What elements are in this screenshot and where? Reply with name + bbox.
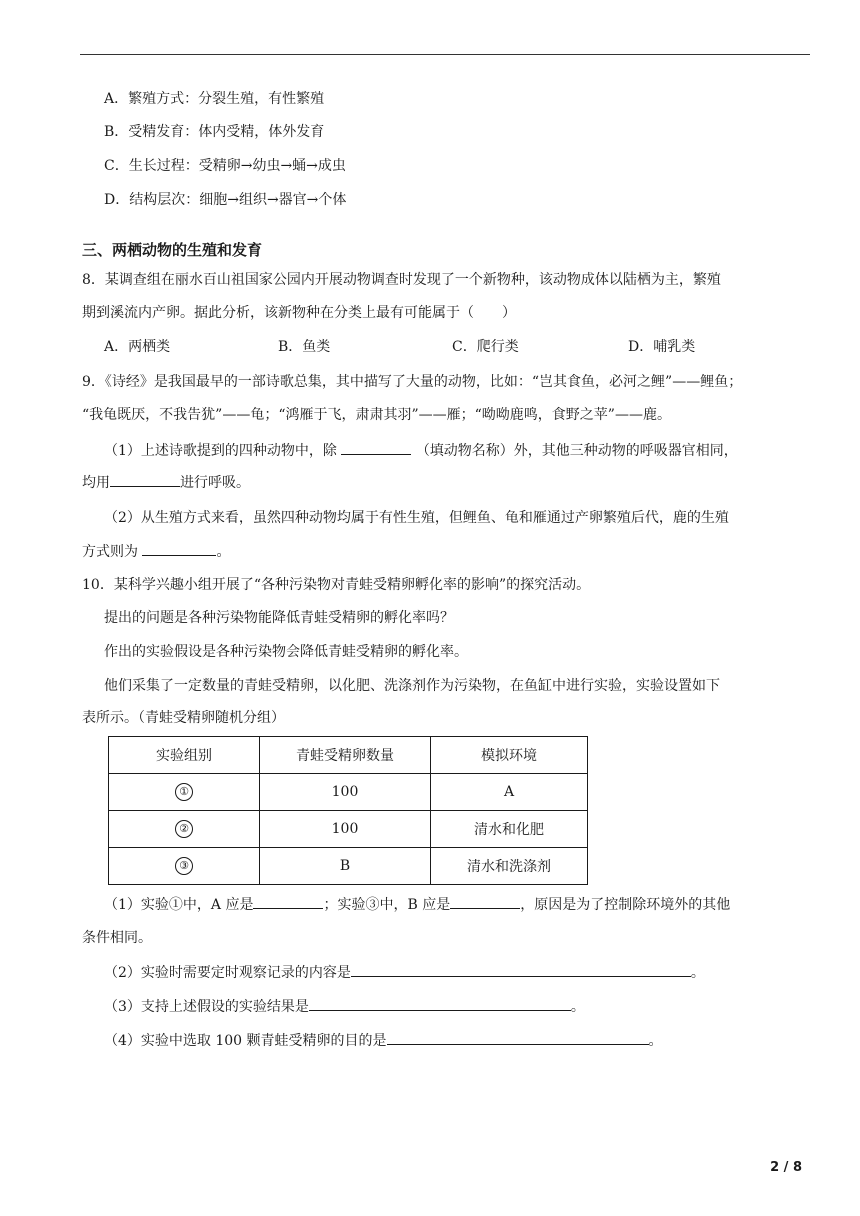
q8-option-b: B．鱼类 (278, 339, 331, 355)
q8-option-a: A．两栖类 (104, 339, 171, 355)
q10-sub-1-cont: 条件相同。 (82, 930, 152, 946)
table-row (109, 848, 588, 885)
table-header: 实验组别 (109, 737, 260, 774)
table-cell: ③ (109, 848, 260, 885)
answer-blank[interactable] (341, 440, 411, 455)
q7-option-a: A．繁殖方式：分裂生殖，有性繁殖 (104, 91, 325, 107)
q10-sub-2: （2）实验时需要定时观察记录的内容是 。 (104, 962, 705, 983)
table-cell: 清水和化肥 (431, 811, 588, 848)
answer-blank[interactable] (450, 894, 520, 909)
q10-sub-1: （1）实验①中，A 应是 ；实验③中，B 应是 ，原因是为了控制除环境外的其他 (104, 894, 730, 915)
q8-line-1: 8．某调查组在丽水百山祖国家公园内开展动物调查时发现了一个新物种，该动物成体以陆栖为主，繁殖 (82, 272, 721, 288)
q9-part-1: （1）上述诗歌提到的四种动物中，除 （填动物名称）外，其他三种动物的呼吸器官相同， (104, 440, 738, 461)
q10-sub-3: （3）支持上述假设的实验结果是 。 (104, 996, 585, 1017)
q9-part-2: （2）从生殖方式来看，虽然四种动物均属于有性生殖，但鲤鱼、龟和雁通过产卵繁殖后代，鹿的生殖 (104, 510, 729, 526)
table-cell: 100 (260, 811, 431, 848)
q9-line-2: “我龟既厌，不我告犹”——龟；“鸿雁于飞，肃肃其羽”——雁；“呦呦鹿鸣，食野之苹”——鹿。 (82, 407, 671, 423)
answer-blank[interactable] (351, 962, 691, 977)
answer-blank[interactable] (110, 472, 180, 487)
q9-line-1: 9．《诗经》是我国最早的一部诗歌总集，其中描写了大量的动物，比如：“岂其食鱼，必河之鲤”——鲤鱼； (82, 374, 743, 390)
q7-option-c: C．生长过程：受精卵→幼虫→蛹→成虫 (104, 158, 346, 174)
q10-sub-4: （4）实验中选取 100 颗青蛙受精卵的目的是 。 (104, 1030, 663, 1051)
table-cell: B (260, 848, 431, 885)
q10-line-4: 他们采集了一定数量的青蛙受精卵，以化肥、洗涤剂作为污染物，在鱼缸中进行实验，实验设置如下 (104, 678, 720, 694)
table-header-row (109, 737, 588, 774)
section-title: 三、两栖动物的生殖和发育 (82, 241, 263, 259)
q10-line-1: 10．某科学兴趣小组开展了“各种污染物对青蛙受精卵孵化率的影响”的探究活动。 (82, 577, 591, 593)
q8-option-d: D．哺乳类 (628, 339, 696, 355)
q10-line-2: 提出的问题是各种污染物能降低青蛙受精卵的孵化率吗？ (104, 610, 454, 626)
q9-part-2-cont: 方式则为 。 (82, 541, 230, 562)
answer-blank[interactable] (253, 894, 323, 909)
table-header: 模拟环境 (431, 737, 588, 774)
table-cell: 清水和洗涤剂 (431, 848, 588, 885)
table-cell: A (431, 774, 588, 811)
q8-line-2: 期到溪流内产卵。据此分析，该新物种在分类上最有可能属于（ ） (82, 305, 516, 321)
table-cell: ① (109, 774, 260, 811)
q7-option-d: D．结构层次：细胞→组织→器官→个体 (104, 192, 347, 208)
q10-line-3: 作出的实验假设是各种污染物会降低青蛙受精卵的孵化率。 (104, 644, 468, 660)
table-row (109, 774, 588, 811)
table-cell: ② (109, 811, 260, 848)
q10-line-5: 表所示。（青蛙受精卵随机分组） (82, 710, 285, 726)
answer-blank[interactable] (309, 996, 571, 1011)
q7-option-b: B．受精发育：体内受精，体外发育 (104, 124, 325, 140)
table-cell: 100 (260, 774, 431, 811)
answer-blank[interactable] (142, 541, 216, 556)
table-header: 青蛙受精卵数量 (260, 737, 431, 774)
q8-option-c: C．爬行类 (452, 339, 519, 355)
experiment-table (108, 736, 588, 885)
table-row (109, 811, 588, 848)
header-rule (80, 54, 810, 55)
q9-part-1-cont: 均用 进行呼吸。 (82, 472, 250, 493)
page-number: 2 / 8 (770, 1160, 802, 1175)
answer-blank[interactable] (387, 1030, 649, 1045)
